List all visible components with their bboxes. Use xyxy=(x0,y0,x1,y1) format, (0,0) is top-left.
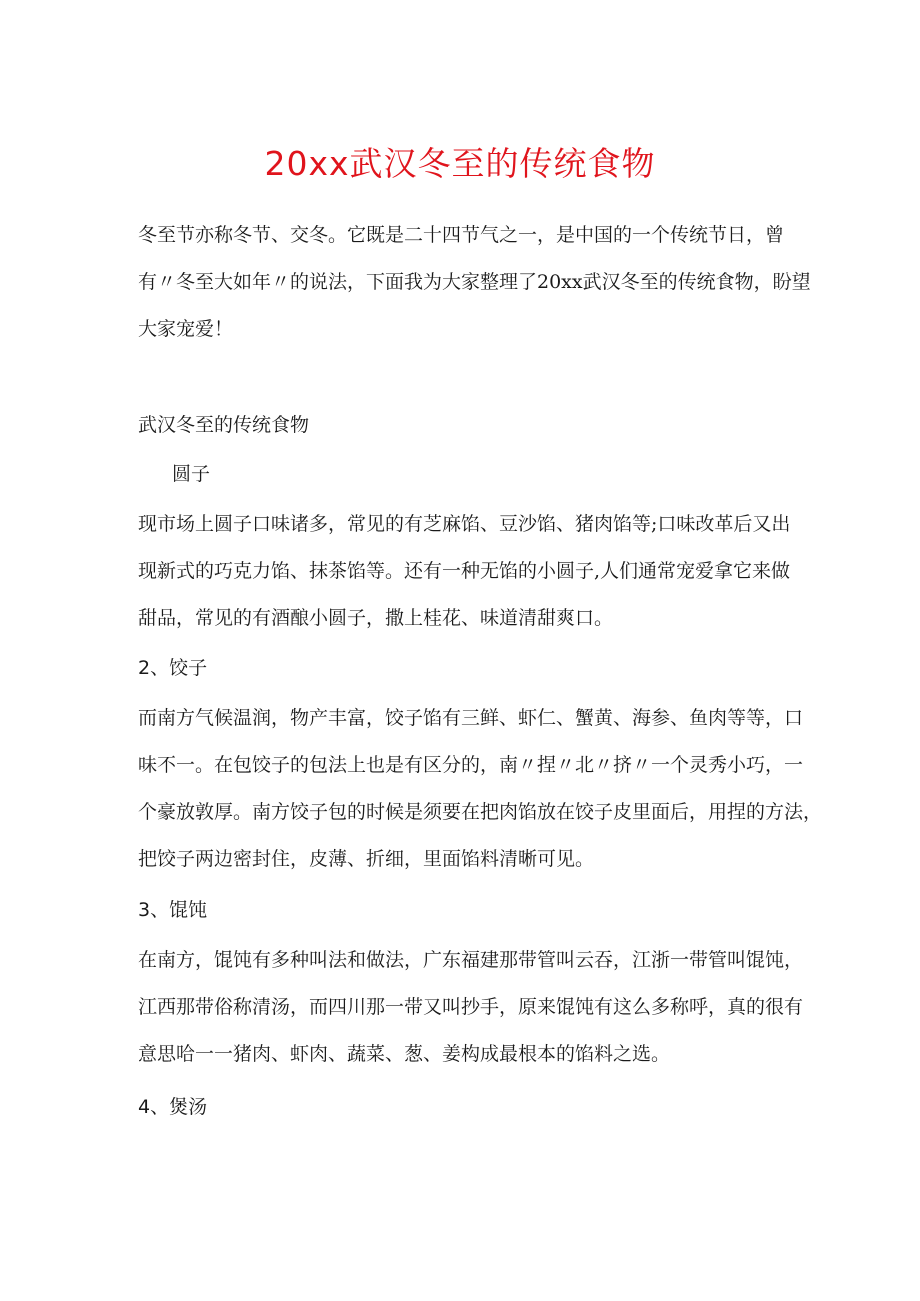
item-number: 2 xyxy=(138,657,151,679)
paragraph-line: 把饺子两边密封住，皮薄、折细，里面馅料清晰可见。 xyxy=(138,848,595,870)
paragraph-line: 现新式的巧克力馅、抹茶馅等。还有一种无馅的小圆子,人们通常宠爱拿它来做 xyxy=(138,560,791,582)
item-number: 4 xyxy=(138,1096,151,1118)
item-title: 、饺子 xyxy=(150,657,208,679)
intro-line: 大家宠爱！ xyxy=(138,318,234,340)
paragraph-line: 而南方气候温润，物产丰富，饺子馅有三鲜、虾仁、蟹黄、海参、鱼肉等等，口 xyxy=(138,707,804,729)
item-title: 、煲汤 xyxy=(150,1096,208,1118)
paragraph-line: 现市场上圆子口味诸多，常见的有芝麻馅、豆沙馅、猪肉馅等;口味改革后又出 xyxy=(138,513,791,535)
intro-paragraph xyxy=(138,212,811,353)
item-paragraph-yuanzi xyxy=(138,501,791,642)
paragraph-line: 味不一。在包饺子的包法上也是有区分的，南〃捏〃北〃挤〃一个灵秀小巧，一 xyxy=(138,754,804,776)
section-heading: 武汉冬至的传统食物 xyxy=(138,414,310,436)
paragraph-line: 个豪放敦厚。南方饺子包的时候是须要在把肉馅放在饺子皮里面后，用捏的方法， xyxy=(138,801,823,823)
item-heading-baotang xyxy=(138,1092,207,1122)
document-title: 20xx武汉冬至的传统食物 xyxy=(264,144,656,183)
paragraph-line: 甜品，常见的有酒酿小圆子，撒上桂花、味道清甜爽口。 xyxy=(138,607,614,629)
intro-line: 有〃冬至大如年〃的说法，下面我为大家整理了20xx武汉冬至的传统食物，盼望 xyxy=(138,271,811,293)
item-number: 3 xyxy=(138,899,151,921)
item-paragraph-jiaozi xyxy=(138,695,823,883)
paragraph-line: 江西那带俗称清汤，而四川那一带又叫抄手，原来馄饨有这么多称呼，真的很有 xyxy=(138,996,804,1018)
item-heading-huntun xyxy=(138,895,207,925)
paragraph-line: 意思哈一一猪肉、虾肉、蔬菜、葱、姜构成最根本的馅料之选。 xyxy=(138,1043,671,1065)
intro-line: 冬至节亦称冬节、交冬。它既是二十四节气之一，是中国的一个传统节日，曾 xyxy=(138,224,785,246)
item-paragraph-huntun xyxy=(138,937,804,1078)
item-heading-yuanzi: 圆子 xyxy=(172,463,211,485)
item-title: 、馄饨 xyxy=(150,899,208,921)
item-heading-jiaozi xyxy=(138,653,207,683)
paragraph-line: 在南方，馄饨有多种叫法和做法，广东福建那带管叫云吞，江浙一带管叫馄饨， xyxy=(138,949,804,971)
